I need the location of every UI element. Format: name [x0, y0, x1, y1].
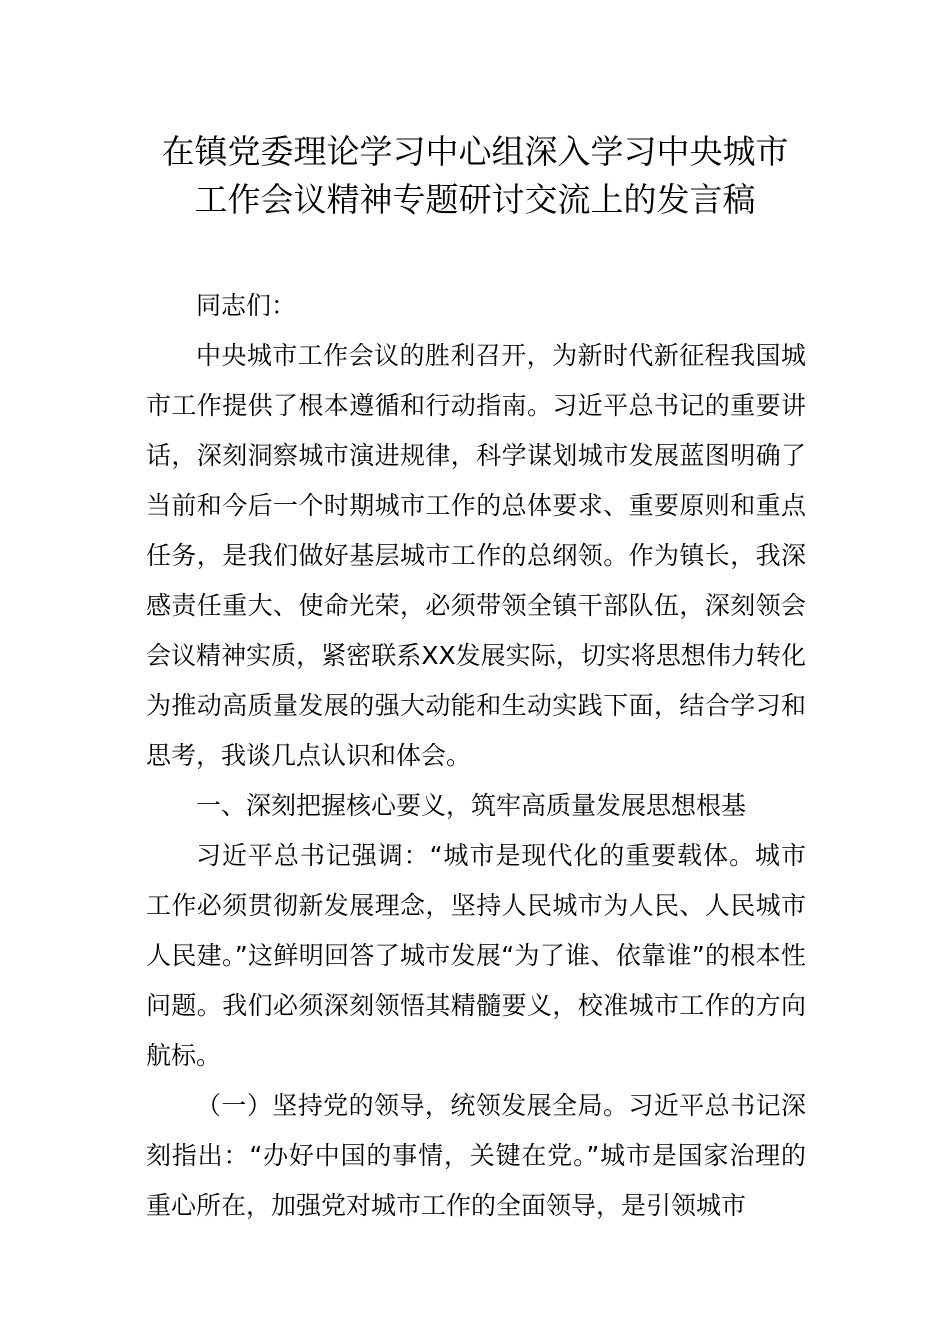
document-title: 在镇党委理论学习中心组深入学习中央城市工作会议精神专题研讨交流上的发言稿 — [161, 132, 789, 219]
section-heading-1: 一、深刻把握核心要义，筑牢高质量发展思想根基 — [196, 791, 747, 820]
document-body — [146, 281, 806, 1231]
paragraph-intro: 中央城市工作会议的胜利召开，为新时代新征程我国城市工作提供了根本遵循和行动指南。习近平总书记的重要讲话，深刻洞察城市演进规律，科学谋划城市发展蓝图明确了当前和今后一个时期城市工作的总体要求、重要原则和重点任务，是我们做好基层城市工作的总纲领。作为镇长，我深感责任重大、使命光荣，必须带领全镇干部队伍，深刻领会会议精神实质，紧密联系XX发展实际，切实将思想伟力转化为推动高质量发展的强大动能和生动实践下面，结合学习和思考，我谈几点认识和体会。 — [146, 341, 806, 770]
greeting: 同志们： — [196, 291, 297, 320]
paragraph-quote: 习近平总书记强调：“城市是现代化的重要载体。城市工作必须贯彻新发展理念，坚持人民城市为人民、人民城市人民建。”这鲜明回答了城市发展“为了谁、依靠谁”的根本性问题。我们必须深刻领悟其精髓要义，校准城市工作的方向航标。 — [146, 841, 806, 1070]
paragraph-subsection-1: （一）坚持党的领导，统领发展全局。习近平总书记深刻指出：“办好中国的事情，关键在党。”城市是国家治理的重心所在，加强党对城市工作的全面领导，是引领城市 — [146, 1091, 806, 1220]
